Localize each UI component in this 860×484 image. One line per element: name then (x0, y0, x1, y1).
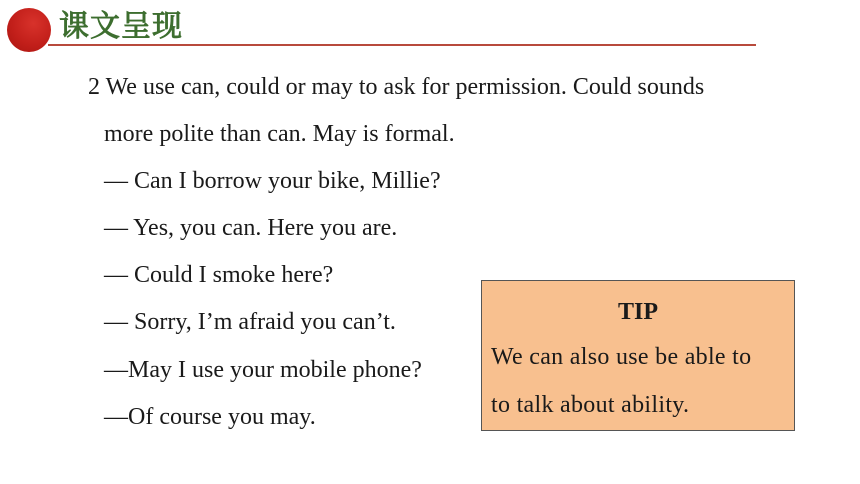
tip-text: to talk about ability. (491, 392, 690, 418)
dialogue-line: — Could I smoke here? (104, 262, 334, 288)
dialogue-line: — Can I borrow your bike, Millie? (104, 168, 441, 194)
page-title: 课文呈现 (59, 9, 183, 44)
red-circle-icon (7, 8, 51, 52)
tip-box (481, 280, 795, 431)
header-divider (48, 44, 756, 46)
text-line: more polite than can. May is formal. (104, 121, 455, 147)
dialogue-line: —May I use your mobile phone? (104, 357, 422, 383)
tip-text: We can also use be able to (491, 344, 752, 370)
dialogue-line: —Of course you may. (104, 404, 316, 430)
tip-title: TIP (617, 299, 658, 325)
dialogue-line: — Sorry, I’m afraid you can’t. (104, 309, 396, 335)
text-line: 2 We use can, could or may to ask for permission. Could sounds (88, 74, 705, 100)
slide-header (0, 0, 860, 60)
dialogue-line: — Yes, you can. Here you are. (104, 215, 398, 241)
